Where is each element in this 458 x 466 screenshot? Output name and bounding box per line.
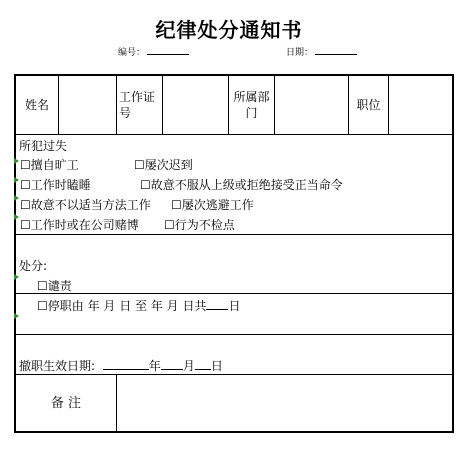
dept-label: 所属部门 bbox=[233, 90, 270, 120]
date-label: 日期： bbox=[286, 48, 314, 58]
position-label: 职位 bbox=[356, 98, 381, 112]
revocation-day-blank[interactable] bbox=[195, 357, 211, 370]
offense-checkbox-misconduct[interactable]: ☐行为不检点 bbox=[164, 218, 235, 232]
document-title: 纪律处分通知书 bbox=[155, 18, 303, 42]
suspension-text: ☐停职由 年 月 日 至 年 月 日共 bbox=[37, 299, 207, 313]
dept-value[interactable] bbox=[275, 76, 348, 134]
offense-checkbox-insubordination[interactable]: ☐故意不服从上级或拒绝接受正当命令 bbox=[140, 178, 343, 192]
date-field[interactable] bbox=[286, 45, 357, 58]
year-label: 年 bbox=[148, 359, 161, 373]
name-label: 姓名 bbox=[25, 98, 50, 112]
cell-marker-icon bbox=[14, 195, 19, 201]
offense-checkbox-sleeping[interactable]: ☐工作时瞌睡 bbox=[20, 178, 91, 192]
number-label: 编号： bbox=[118, 48, 146, 58]
offenses-heading: 所犯过失 bbox=[19, 139, 68, 153]
position-value[interactable] bbox=[389, 76, 452, 134]
suspension-days-unit: 日 bbox=[228, 299, 241, 313]
cell-marker-icon bbox=[14, 274, 19, 280]
penalty-checkbox-suspension[interactable] bbox=[37, 297, 240, 314]
suspension-days-blank[interactable] bbox=[206, 297, 228, 310]
offense-checkbox-improper-method[interactable]: ☐故意不以适当方法工作 bbox=[20, 198, 151, 212]
id-value[interactable] bbox=[163, 76, 228, 134]
remarks-label: 备 注 bbox=[50, 395, 82, 411]
cell-marker-icon bbox=[14, 158, 19, 164]
name-value[interactable] bbox=[59, 76, 116, 134]
number-blank[interactable] bbox=[147, 45, 189, 55]
revocation-year-blank[interactable] bbox=[103, 357, 149, 370]
date-blank[interactable] bbox=[315, 45, 357, 55]
revocation-date-field[interactable] bbox=[19, 357, 223, 374]
revocation-month-blank[interactable] bbox=[161, 357, 183, 370]
cell-marker-icon bbox=[14, 313, 19, 319]
offense-checkbox-late[interactable]: ☐屡次迟到 bbox=[134, 158, 193, 172]
id-label: 工作证号 bbox=[119, 90, 156, 120]
remarks-value[interactable] bbox=[117, 375, 452, 431]
divider-suspension bbox=[16, 334, 452, 335]
month-label: 月 bbox=[182, 359, 195, 373]
number-field[interactable] bbox=[118, 45, 189, 58]
offense-checkbox-gambling[interactable]: ☐工作时或在公司赌博 bbox=[20, 218, 139, 232]
penalty-heading: 处分: bbox=[19, 259, 48, 273]
offense-checkbox-absence[interactable]: ☐擅自旷工 bbox=[20, 158, 79, 172]
revocation-label: 撤职生效日期: bbox=[19, 359, 96, 373]
disciplinary-form bbox=[14, 74, 454, 433]
col-divider-2 bbox=[116, 76, 117, 134]
penalty-checkbox-reprimand[interactable]: ☐谴责 bbox=[37, 279, 72, 293]
divider-header bbox=[16, 134, 452, 135]
divider-offenses bbox=[16, 234, 452, 235]
cell-marker-icon bbox=[14, 214, 19, 220]
cell-marker-icon bbox=[14, 177, 19, 183]
divider-reprimand bbox=[16, 293, 452, 294]
day-label: 日 bbox=[210, 359, 223, 373]
offense-checkbox-evasion[interactable]: ☐屡次逃避工作 bbox=[171, 198, 254, 212]
